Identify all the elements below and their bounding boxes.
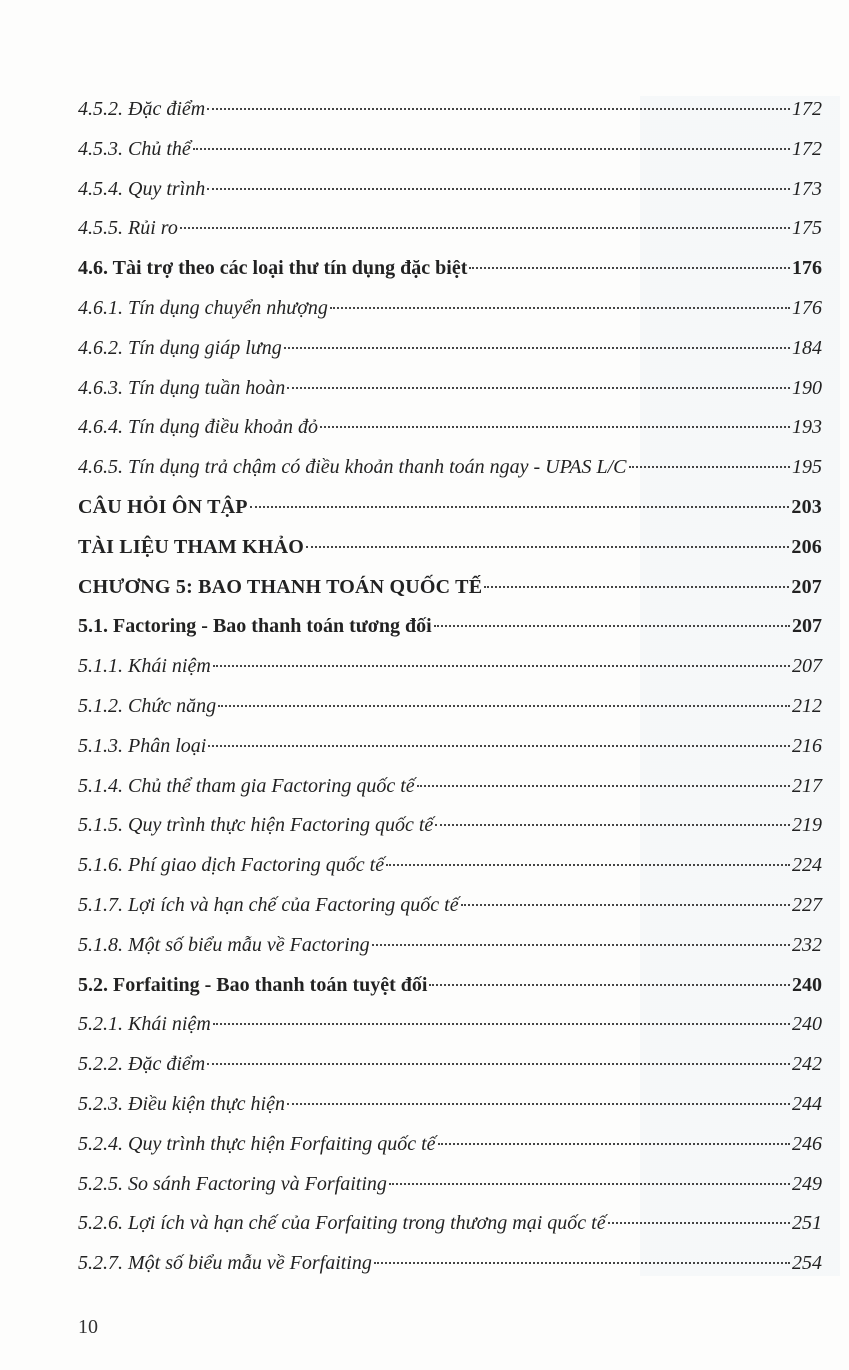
toc-entry-page: 172 <box>792 137 822 160</box>
toc-entry <box>78 1244 822 1284</box>
toc-entry <box>78 448 822 488</box>
dot-leader <box>193 148 790 150</box>
toc-entry-title: 5.1.5. Quy trình thực hiện Factoring quốc tế <box>78 814 434 837</box>
toc-entry <box>78 767 822 807</box>
toc-entry-page: 175 <box>792 217 822 240</box>
toc-entry-page: 193 <box>792 416 822 439</box>
dot-leader <box>207 1063 790 1065</box>
toc-entry-page: 227 <box>792 893 822 916</box>
toc-entry <box>78 1165 822 1205</box>
toc-entry <box>78 170 822 210</box>
toc-entry-title: 4.6.2. Tín dụng giáp lưng <box>78 336 282 359</box>
dot-leader <box>320 426 790 428</box>
toc-entry <box>78 408 822 448</box>
toc-entry-title: 5.1. Factoring - Bao thanh toán tương đối <box>78 615 432 638</box>
dot-leader <box>213 665 790 667</box>
toc-entry-page: 206 <box>791 535 822 558</box>
toc-entry <box>78 607 822 647</box>
toc-entry-title: 5.1.2. Chức năng <box>78 694 217 717</box>
dot-leader <box>180 227 790 229</box>
toc-entry-title: 4.5.3. Chủ thể <box>78 137 191 160</box>
dot-leader <box>306 546 789 548</box>
toc-entry-title: 5.2.1. Khái niệm <box>78 1013 211 1036</box>
toc-entry-page: 249 <box>792 1172 822 1195</box>
toc-entry-page: 232 <box>792 933 822 956</box>
toc-entry <box>78 329 822 369</box>
dot-leader <box>207 108 790 110</box>
dot-leader <box>207 188 790 190</box>
dot-leader <box>434 625 790 627</box>
dot-leader <box>608 1222 790 1224</box>
toc-entry <box>78 966 822 1006</box>
toc-entry-title: 4.6.5. Tín dụng trả chậm có điều khoản thanh toán ngay - UPAS L/C <box>78 456 627 479</box>
toc-entry-page: 207 <box>792 655 822 678</box>
toc-entry-title: 5.1.3. Phân loại <box>78 734 207 757</box>
toc-entry-page: 246 <box>792 1132 822 1155</box>
dot-leader <box>435 824 790 826</box>
toc-entry-title: 5.2.6. Lợi ích và hạn chế của Forfaiting trong thương mại quốc tế <box>78 1212 606 1235</box>
toc-entry-page: 242 <box>792 1053 822 1076</box>
toc-entry-page: 224 <box>792 854 822 877</box>
toc-entry-page: 190 <box>792 376 822 399</box>
toc-entry-page: 176 <box>792 296 822 319</box>
dot-leader <box>213 1023 790 1025</box>
toc-entry-title: 4.5.4. Quy trình <box>78 177 206 200</box>
dot-leader <box>374 1262 790 1264</box>
toc-entry <box>78 209 822 249</box>
toc-entry <box>78 687 822 727</box>
toc-entry-title: 5.2.2. Đặc điểm <box>78 1053 206 1076</box>
toc-entry <box>78 846 822 886</box>
toc-entry-title: 5.1.7. Lợi ích và hạn chế của Factoring quốc tế <box>78 893 459 916</box>
toc-entry <box>78 369 822 409</box>
dot-leader <box>218 705 790 707</box>
toc-entry-title: CHƯƠNG 5: BAO THANH TOÁN QUỐC TẾ <box>78 575 483 598</box>
toc-entry <box>78 647 822 687</box>
toc-entry-page: 216 <box>792 734 822 757</box>
toc-entry-page: 195 <box>792 456 822 479</box>
toc-entry-page: 207 <box>791 575 822 598</box>
toc-entry-page: 172 <box>792 98 822 120</box>
toc-entry-page: 240 <box>792 1013 822 1036</box>
dot-leader <box>287 1103 790 1105</box>
toc-entry <box>78 528 822 568</box>
toc-entry <box>78 90 822 130</box>
dot-leader <box>469 267 790 269</box>
dot-leader <box>438 1143 790 1145</box>
toc-entry-title: 5.1.6. Phí giao dịch Factoring quốc tế <box>78 854 385 877</box>
dot-leader <box>208 745 790 747</box>
toc-entry <box>78 289 822 329</box>
dot-leader <box>461 904 790 906</box>
toc-entry-page: 203 <box>791 495 822 518</box>
toc-entry-title: 4.5.5. Rủi ro <box>78 217 178 240</box>
toc-entry <box>78 1045 822 1085</box>
toc-entry-title: 5.2.4. Quy trình thực hiện Forfaiting quốc tế <box>78 1132 436 1155</box>
page-number: 10 <box>78 1316 98 1338</box>
toc-entry-title: CÂU HỎI ÔN TẬP <box>78 495 248 518</box>
toc-entry <box>78 926 822 966</box>
toc-entry <box>78 727 822 767</box>
dot-leader <box>389 1183 790 1185</box>
toc-entry-page: 240 <box>792 973 822 996</box>
toc-entry-page: 207 <box>792 615 822 638</box>
toc-entry-title: 4.6.3. Tín dụng tuần hoàn <box>78 376 286 399</box>
toc-entry-title: 5.1.1. Khái niệm <box>78 655 211 678</box>
toc-entry <box>78 1005 822 1045</box>
toc-entry-title: 5.2.7. Một số biểu mẫu về Forfaiting <box>78 1252 372 1275</box>
dot-leader <box>429 984 790 986</box>
toc-entry-title: 5.1.4. Chủ thể tham gia Factoring quốc tế <box>78 774 415 797</box>
toc-entry-title: 4.5.2. Đặc điểm <box>78 98 206 120</box>
dot-leader <box>284 347 790 349</box>
toc-entry-title: 5.2.3. Điều kiện thực hiện <box>78 1092 285 1115</box>
dot-leader <box>372 944 790 946</box>
dot-leader <box>330 307 790 309</box>
toc-entry-title: 5.1.8. Một số biểu mẫu về Factoring <box>78 933 370 956</box>
toc-entry-page: 176 <box>792 257 822 280</box>
toc-entry <box>78 1204 822 1244</box>
toc-entry <box>78 488 822 528</box>
toc-entry <box>78 249 822 289</box>
dot-leader <box>629 466 791 468</box>
toc-entry-page: 173 <box>792 177 822 200</box>
dot-leader <box>250 506 790 508</box>
toc-entry-title: 5.2.5. So sánh Factoring và Forfaiting <box>78 1172 387 1195</box>
toc-entry-page: 244 <box>792 1092 822 1115</box>
toc-entry-page: 217 <box>792 774 822 797</box>
toc-entry-title: 4.6.4. Tín dụng điều khoản đỏ <box>78 416 318 439</box>
toc-entry <box>78 886 822 926</box>
dot-leader <box>417 785 790 787</box>
toc-entry-title: 5.2. Forfaiting - Bao thanh toán tuyệt đối <box>78 973 428 996</box>
toc-entry <box>78 1125 822 1165</box>
toc-entry-page: 254 <box>792 1252 822 1275</box>
table-of-contents <box>78 90 822 1284</box>
toc-entry-page: 219 <box>792 814 822 837</box>
toc-entry-page: 251 <box>792 1212 822 1235</box>
dot-leader <box>386 864 790 866</box>
toc-entry-title: 4.6.1. Tín dụng chuyển nhượng <box>78 296 328 319</box>
toc-entry <box>78 1085 822 1125</box>
toc-entry <box>78 130 822 170</box>
dot-leader <box>484 586 789 588</box>
toc-entry-title: TÀI LIỆU THAM KHẢO <box>78 535 305 558</box>
toc-entry-page: 184 <box>792 336 822 359</box>
toc-entry-page: 212 <box>792 694 822 717</box>
toc-entry <box>78 806 822 846</box>
toc-entry-title: 4.6. Tài trợ theo các loại thư tín dụng đặc biệt <box>78 257 468 280</box>
dot-leader <box>287 387 790 389</box>
toc-entry <box>78 568 822 608</box>
